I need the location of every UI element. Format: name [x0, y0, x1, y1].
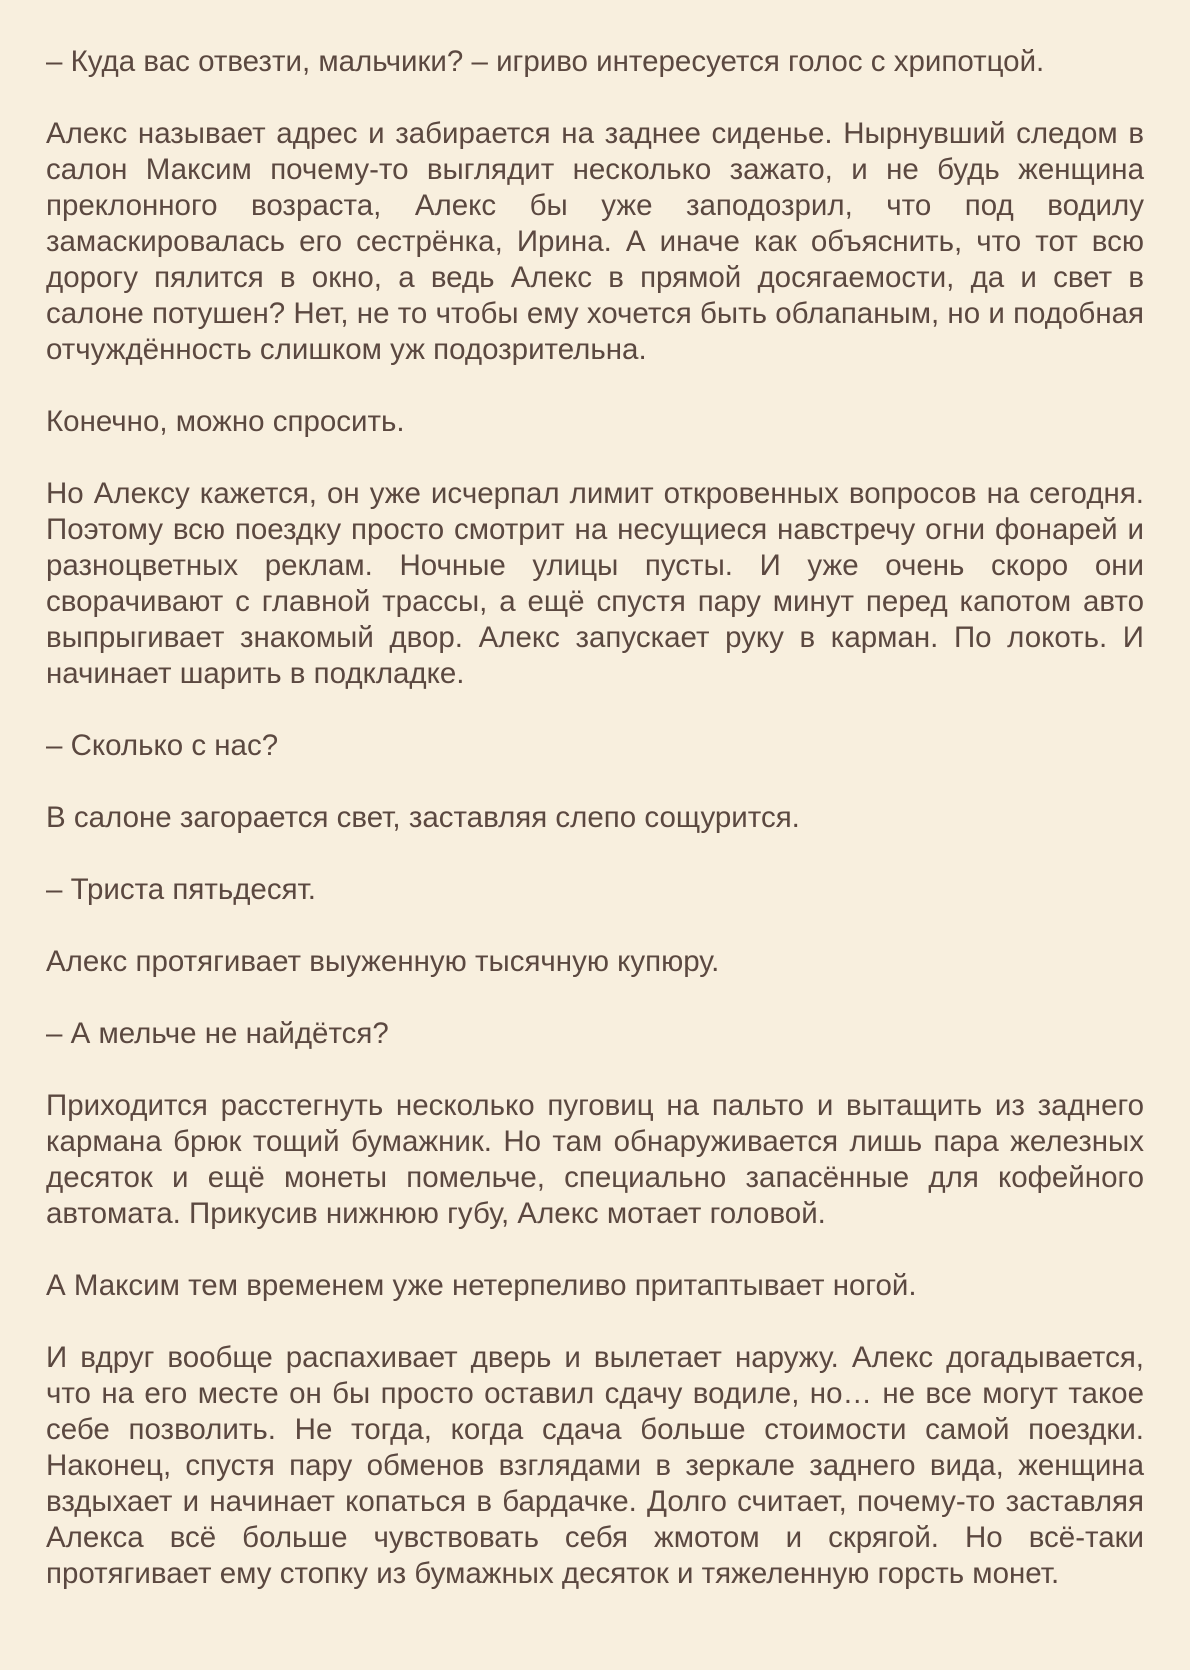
paragraph-wallet: Приходится расстегнуть несколько пуговиц на пальто и вытащить из заднего кармана брюк тощий бумажник. Но там обнаруживается лишь пара железных десяток и ещё монеты помельче, специально запасённые для кофейного автомата. Прикусив нижнюю губу, Алекс мотает головой. [46, 1089, 1144, 1230]
paragraph-can-ask: Конечно, можно спросить. [46, 405, 405, 438]
paragraph-alex-gives-address: Алекс называет адрес и забирается на заднее сиденье. Нырнувший следом в салон Максим почему-то выглядит несколько зажато, и не будь женщина преклонного возраста, Алекс бы уже заподозрил, что под водилу замаскировалась его сестрёнка, Ирина. А иначе как объяснить, что тот всю дорогу пялится в окно, а ведь Алекс в прямой досягаемости, да и свет в салоне потушен? Нет, не то чтобы ему хочется быть облапаным, но и подобная отчуждённость слишком уж подозрительна. [46, 117, 1144, 366]
paragraph-alex-hands-bill: Алекс протягивает выуженную тысячную купюру. [46, 945, 720, 978]
paragraph-dialogue-how-much: – Сколько с нас? [46, 729, 279, 762]
paragraph-change: И вдруг вообще распахивает дверь и вылетает наружу. Алекс догадывается, что на его месте он бы просто оставил сдачу водиле, но… не все могут такое себе позволить. Не тогда, когда сдача больше стоимости самой поездки. Наконец, спустя пару обменов взглядами в зеркале заднего вида, женщина вздыхает и начинает копаться в бардачке. Долго считает, почему-то заставляя Алекса всё больше чувствовать себя жмотом и скрягой. Но всё-таки протягивает ему стопку из бумажных десяток и тяжеленную горсть монет. [46, 1341, 1144, 1590]
paragraph-dialogue-smaller: – А мельче не найдётся? [46, 1017, 389, 1050]
paragraph-light-on: В салоне загорается свет, заставляя слепо сощурится. [46, 801, 800, 834]
paragraph-maxim-impatient: А Максим тем временем уже нетерпеливо притаптывает ногой. [46, 1269, 917, 1302]
paragraph-dialogue-where-to: – Куда вас отвезти, мальчики? – игриво интересуется голос с хрипотцой. [46, 45, 1045, 78]
paragraph-night-ride: Но Алексу кажется, он уже исчерпал лимит откровенных вопросов на сегодня. Поэтому всю поездку просто смотрит на несущиеся навстречу огни фонарей и разноцветных реклам. Ночные улицы пусты. И уже очень скоро они сворачивают с главной трассы, а ещё спустя пару минут перед капотом авто выпрыгивает знакомый двор. Алекс запускает руку в карман. По локоть. И начинает шарить в подкладке. [46, 477, 1144, 690]
document-body [46, 44, 1144, 1592]
paragraph-dialogue-price: – Триста пятьдесят. [46, 873, 316, 906]
